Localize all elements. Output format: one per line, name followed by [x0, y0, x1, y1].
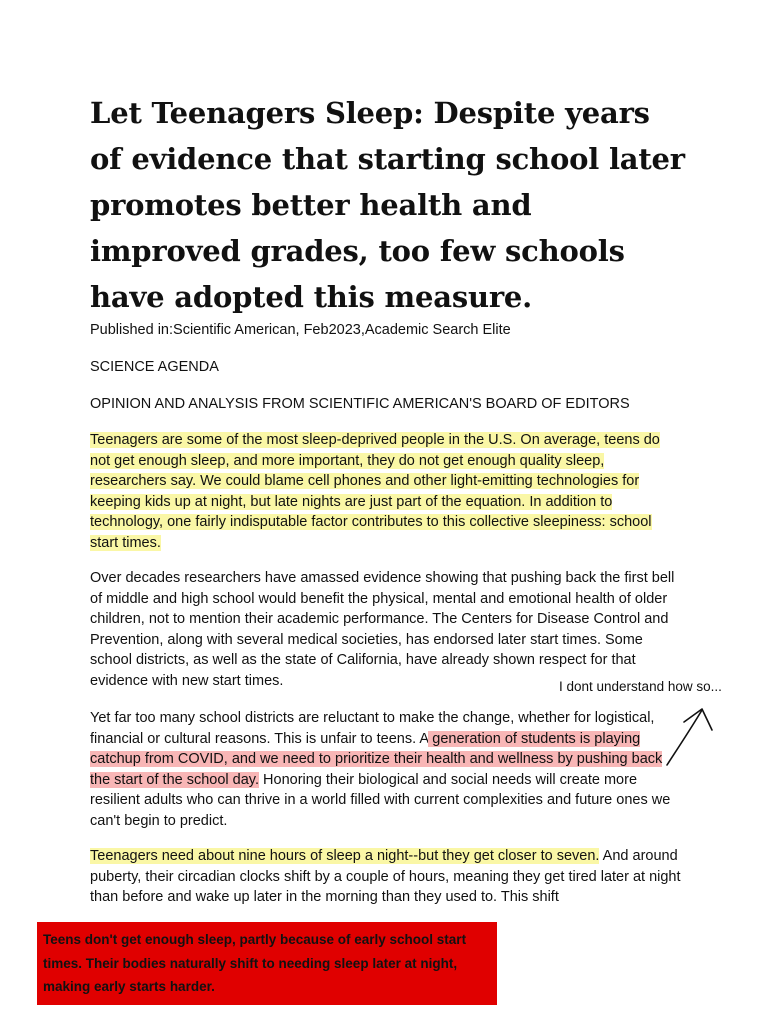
subsection-label: OPINION AND ANALYSIS FROM SCIENTIFIC AMERICAN'S BOARD OF EDITORS: [90, 396, 630, 412]
publication-info: Published in:Scientific American, Feb2023,Academic Search Elite: [90, 322, 511, 338]
pink-highlight: generation of students is playing catchup from COVID, and we need to prioritize their health and wellness by pushing back the start of the school day.: [90, 730, 663, 788]
paragraph-3-tail: Honoring their biological and social needs will create more resilient adults who can thrive in a world filled with current complexities and future ones we can't begin to predict.: [90, 771, 671, 829]
article-title: Let Teenagers Sleep: Despite years of evidence that starting school later promotes better health and improved grades, too few schools have adopted this measure.: [90, 96, 685, 314]
paragraph-3: [90, 708, 682, 832]
section-label: SCIENCE AGENDA: [90, 359, 219, 375]
yellow-highlight: Teenagers are some of the most sleep-deprived people in the U.S. On average, teens do not get enough sleep, and more important, they do not get enough quality sleep, researchers say. We could blame cell phones and other light-emitting technologies for keeping kids up at night, but late nights are just part of the equation. In addition to technology, one fairly indisputable factor contributes to this collective sleepiness: school start times.: [90, 432, 660, 551]
summary-text: Teens don't get enough sleep, partly because of early school start times. Their bodies naturally shift to needing sleep later at night, making early starts harder.: [43, 932, 467, 994]
paragraph-1: [90, 430, 682, 554]
yellow-highlight: Teenagers need about nine hours of sleep a night--but they get closer to seven.: [90, 848, 600, 864]
margin-note: I dont understand how so...: [559, 679, 722, 694]
paragraph-4: [90, 846, 682, 908]
paragraph-4-tail: And around puberty, their circadian clocks shift by a couple of hours, meaning they get tired later at night than before and wake up later in the morning than they used to. This shift: [90, 848, 681, 906]
arrow-icon: [660, 700, 720, 770]
paragraph-2: Over decades researchers have amassed evidence showing that pushing back the first bell of middle and high school would benefit the physical, mental and emotional health of older children, not to mention their academic performance. The Centers for Disease Control and Prevention, along with several medical societies, has endorsed later start times. Some school districts, as well as the state of California, have already shown respect for that evidence with new start times.: [90, 570, 675, 689]
summary-box: [37, 922, 497, 1005]
paragraph-3-lead: Yet far too many school districts are reluctant to make the change, whether for logistical, financial or cultural reasons. This is unfair to teens. A: [90, 710, 655, 747]
